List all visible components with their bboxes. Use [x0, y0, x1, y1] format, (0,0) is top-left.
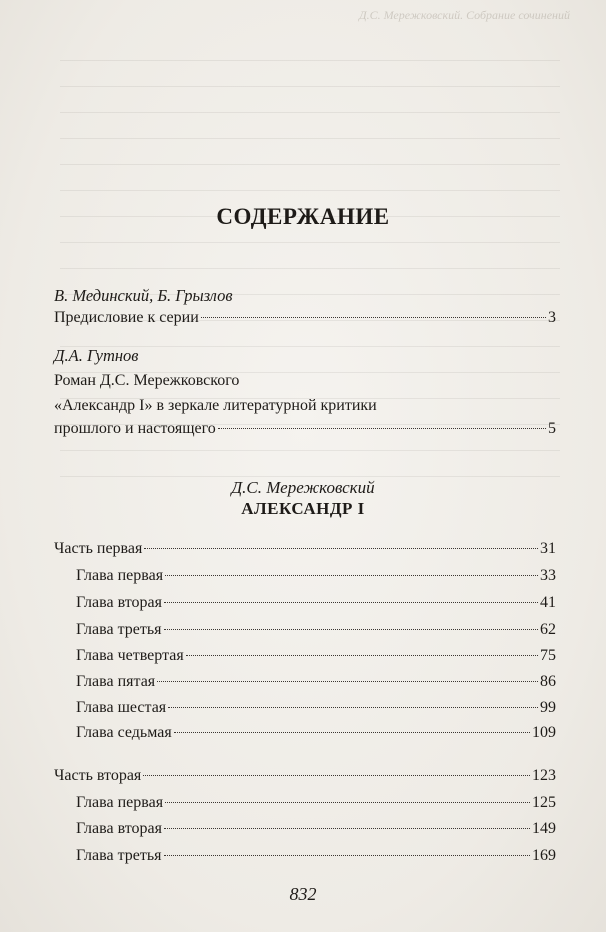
page-title: СОДЕРЖАНИЕ: [216, 204, 390, 229]
dot-leader: [157, 681, 538, 682]
toc-chapter-entry[interactable]: [76, 673, 556, 695]
section-author: Д.А. Гутнов: [54, 346, 139, 365]
toc-entry[interactable]: [54, 420, 556, 442]
dot-leader: [164, 629, 538, 630]
toc-entry-title: Глава третья: [76, 847, 162, 864]
dot-leader: [174, 732, 530, 733]
book-author: Д.С. Мережковский: [231, 478, 375, 497]
dot-leader: [143, 775, 530, 776]
toc-entry-page: 109: [532, 724, 556, 741]
toc-entry-page: 125: [532, 794, 556, 811]
toc-entry-page: 3: [548, 309, 556, 326]
toc-entry-page: 5: [548, 420, 556, 437]
toc-part-entry[interactable]: [54, 767, 556, 789]
toc-part-entry[interactable]: [54, 540, 556, 562]
dot-leader: [168, 707, 538, 708]
toc-entry-page: 62: [540, 621, 556, 638]
dot-leader: [165, 802, 530, 803]
toc-entry-title: Глава первая: [76, 567, 164, 584]
toc-entry-title: Глава седьмая: [76, 724, 172, 741]
toc-entry-page: 99: [540, 699, 556, 716]
dot-leader: [165, 575, 538, 576]
dot-leader: [201, 317, 546, 318]
dot-leader: [164, 828, 530, 829]
toc-entry-title: Часть вторая: [54, 767, 142, 784]
toc-entry-title-line: Роман Д.С. Мережковского: [54, 372, 240, 389]
toc-entry-title: Часть первая: [54, 540, 143, 557]
toc-entry-page: 75: [540, 647, 556, 664]
toc-chapter-entry[interactable]: [76, 847, 556, 869]
toc-entry-page: 123: [532, 767, 556, 784]
toc-chapter-entry[interactable]: [76, 647, 556, 669]
toc-entry-title: Глава вторая: [76, 594, 162, 611]
toc-entry-title: Глава четвертая: [76, 647, 184, 664]
toc-entry-page: 33: [540, 567, 556, 584]
toc-chapter-entry[interactable]: [76, 820, 556, 842]
dot-leader: [164, 602, 538, 603]
page-number: 832: [289, 884, 317, 904]
toc-entry-title: Глава вторая: [76, 820, 162, 837]
toc-entry-title-line: «Александр I» в зеркале литературной критики: [54, 397, 377, 414]
toc-chapter-entry[interactable]: [76, 699, 556, 721]
section-author: В. Мединский, Б. Грызлов: [54, 286, 233, 305]
toc-entry-title: Предисловие к серии: [54, 309, 199, 326]
toc-chapter-entry[interactable]: [76, 594, 556, 616]
book-title: АЛЕКСАНДР I: [241, 499, 365, 518]
toc-entry-page: 169: [532, 847, 556, 864]
toc-entry[interactable]: [54, 309, 556, 331]
toc-chapter-entry[interactable]: [76, 724, 556, 746]
toc-entry-title: Глава пятая: [76, 673, 156, 690]
dot-leader: [186, 655, 538, 656]
dot-leader: [144, 548, 538, 549]
toc-chapter-entry[interactable]: [76, 567, 556, 589]
toc-entry-page: 41: [540, 594, 556, 611]
dot-leader: [218, 428, 546, 429]
toc-entry-title: Глава первая: [76, 794, 164, 811]
toc-entry-title: Глава третья: [76, 621, 162, 638]
toc-entry-title: прошлого и настоящего: [54, 420, 216, 437]
toc-chapter-entry[interactable]: [76, 794, 556, 816]
running-header: Д.С. Мережковский. Собрание сочинений: [358, 8, 570, 22]
toc-entry-page: 86: [540, 673, 556, 690]
dot-leader: [164, 855, 530, 856]
toc-chapter-entry[interactable]: [76, 621, 556, 643]
toc-entry-page: 149: [532, 820, 556, 837]
toc-entry-page: 31: [540, 540, 556, 557]
toc-entry-title: Глава шестая: [76, 699, 167, 716]
